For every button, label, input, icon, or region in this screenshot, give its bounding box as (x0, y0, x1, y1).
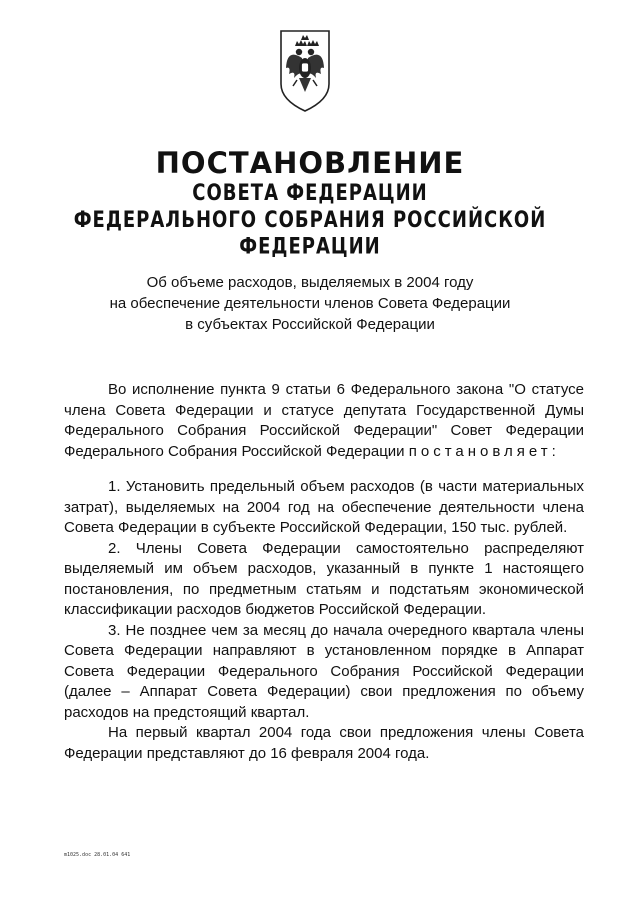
resolves-word: постановляет: (408, 442, 560, 460)
preamble-text: Во исполнение пункта 9 статьи 6 Федерального закона "О статусе члена Совета Федерации и статусе депутата Государственной Думы Федерального Собрания Российской Федерации" Совет Федерации Федерального Собрания Российской Федерации (64, 381, 584, 460)
document-body (64, 380, 584, 764)
preamble-paragraph (64, 380, 584, 462)
coat-of-arms-icon (277, 28, 333, 114)
item-3: 3. Не позднее чем за месяц до начала очередного квартала члены Совета Федерации направляют в установленном порядке в Аппарат Совета Федерации Федерального Собрания Российской Федерации (далее – Аппарат Совета Федерации) свои предложения по объему расходов на предстоящий квартал. (64, 621, 584, 721)
issuer-line-2: ФЕДЕРАЛЬНОГО СОБРАНИЯ РОССИЙСКОЙ ФЕДЕРАЦИИ (73, 207, 547, 260)
item-3-continuation: На первый квартал 2004 года свои предложения члены Совета Федерации представляют до 16 февраля 2004 года. (64, 724, 584, 762)
document-subject (70, 272, 550, 335)
item-2: 2. Члены Совета Федерации самостоятельно распределяют выделяемый им объем расходов, указанный в пункте 1 настоящего постановления, по предметным статьям и подстатьям экономической классификации расходов бюджетов Российской Федерации. (64, 539, 584, 618)
file-reference: m1025.doc 28.01.04 641 (64, 852, 131, 858)
item-1: 1. Установить предельный объем расходов (в части материальных затрат), выделяемых на 2004 год на обеспечение деятельности члена Совета Федерации в субъекте Российской Федерации, 150 тыс. рублей. (64, 478, 584, 536)
subject-line-1: Об объеме расходов, выделяемых в 2004 году (146, 274, 474, 291)
subject-line-3: в субъектах Российской Федерации (185, 316, 435, 333)
issuer-line-1: СОВЕТА ФЕДЕРАЦИИ (192, 180, 428, 207)
subject-line-2: на обеспечение деятельности членов Совета Федерации (109, 295, 511, 312)
document-title: ПОСТАНОВЛЕНИЕ (155, 146, 465, 180)
